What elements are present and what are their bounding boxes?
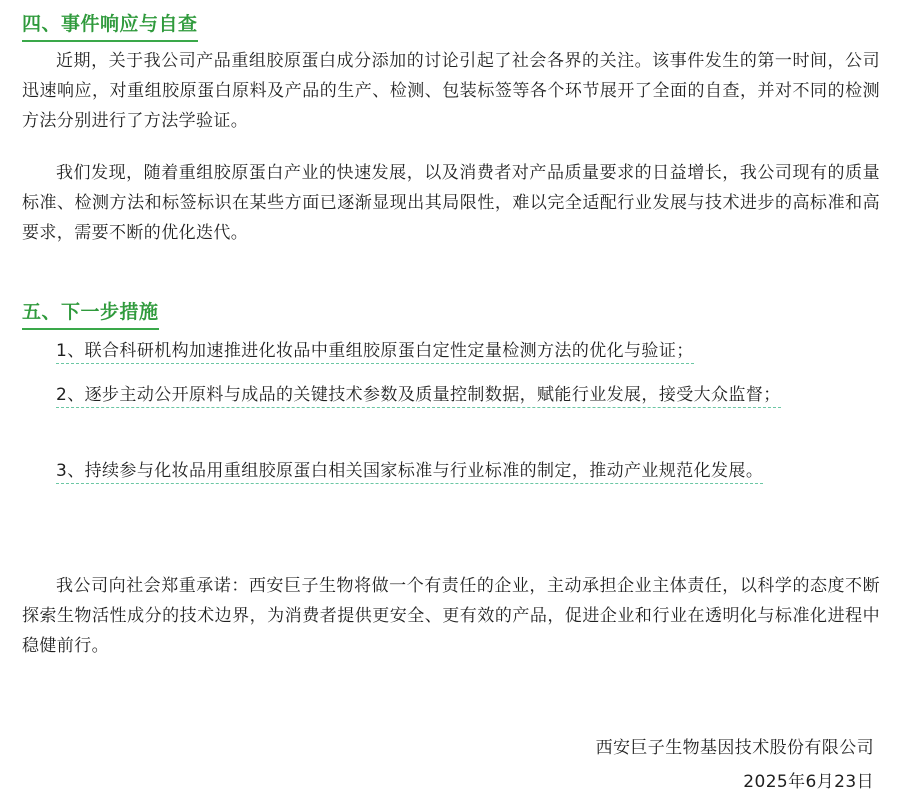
measure-item-1-text: 1、联合科研机构加速推进化妆品中重组胶原蛋白定性定量检测方法的优化与验证； bbox=[56, 341, 694, 364]
section-4-paragraph-2: 我们发现，随着重组胶原蛋白产业的快速发展，以及消费者对产品质量要求的日益增长，我公司现有的质量标准、检测方法和标签标识在某些方面已逐渐显现出其局限性，难以完全适配行业发展与技术进步的高标准和高要求，需要不断的优化迭代。 bbox=[22, 163, 880, 243]
measure-item-2 bbox=[22, 380, 880, 410]
section-4-paragraph-1: 近期，关于我公司产品重组胶原蛋白成分添加的讨论引起了社会各界的关注。该事件发生的第一时间，公司迅速响应，对重组胶原蛋白原料及产品的生产、检测、包装标签等各个环节展开了全面的自查，并对不同的检测方法分别进行了方法学验证。 bbox=[22, 51, 880, 131]
section-4-heading: 四、事件响应与自查 bbox=[22, 12, 198, 42]
measure-item-1 bbox=[22, 336, 880, 366]
section-5-heading: 五、下一步措施 bbox=[22, 300, 159, 330]
measure-item-3-text: 3、持续参与化妆品用重组胶原蛋白相关国家标准与行业标准的制定，推动产业规范化发展。 bbox=[56, 461, 763, 484]
measure-item-2-text: 2、逐步主动公开原料与成品的关键技术参数及质量控制数据，赋能行业发展，接受大众监督； bbox=[56, 385, 781, 408]
commitment-paragraph: 我公司向社会郑重承诺：西安巨子生物将做一个有责任的企业，主动承担企业主体责任，以科学的态度不断探索生物活性成分的技术边界，为消费者提供更安全、更有效的产品，促进企业和行业在透明化与标准化进程中稳健前行。 bbox=[22, 576, 880, 656]
signature-company: 西安巨子生物基因技术股份有限公司 bbox=[595, 738, 874, 758]
signature-date: 2025年6月23日 bbox=[743, 772, 874, 792]
measure-item-3 bbox=[22, 456, 880, 486]
